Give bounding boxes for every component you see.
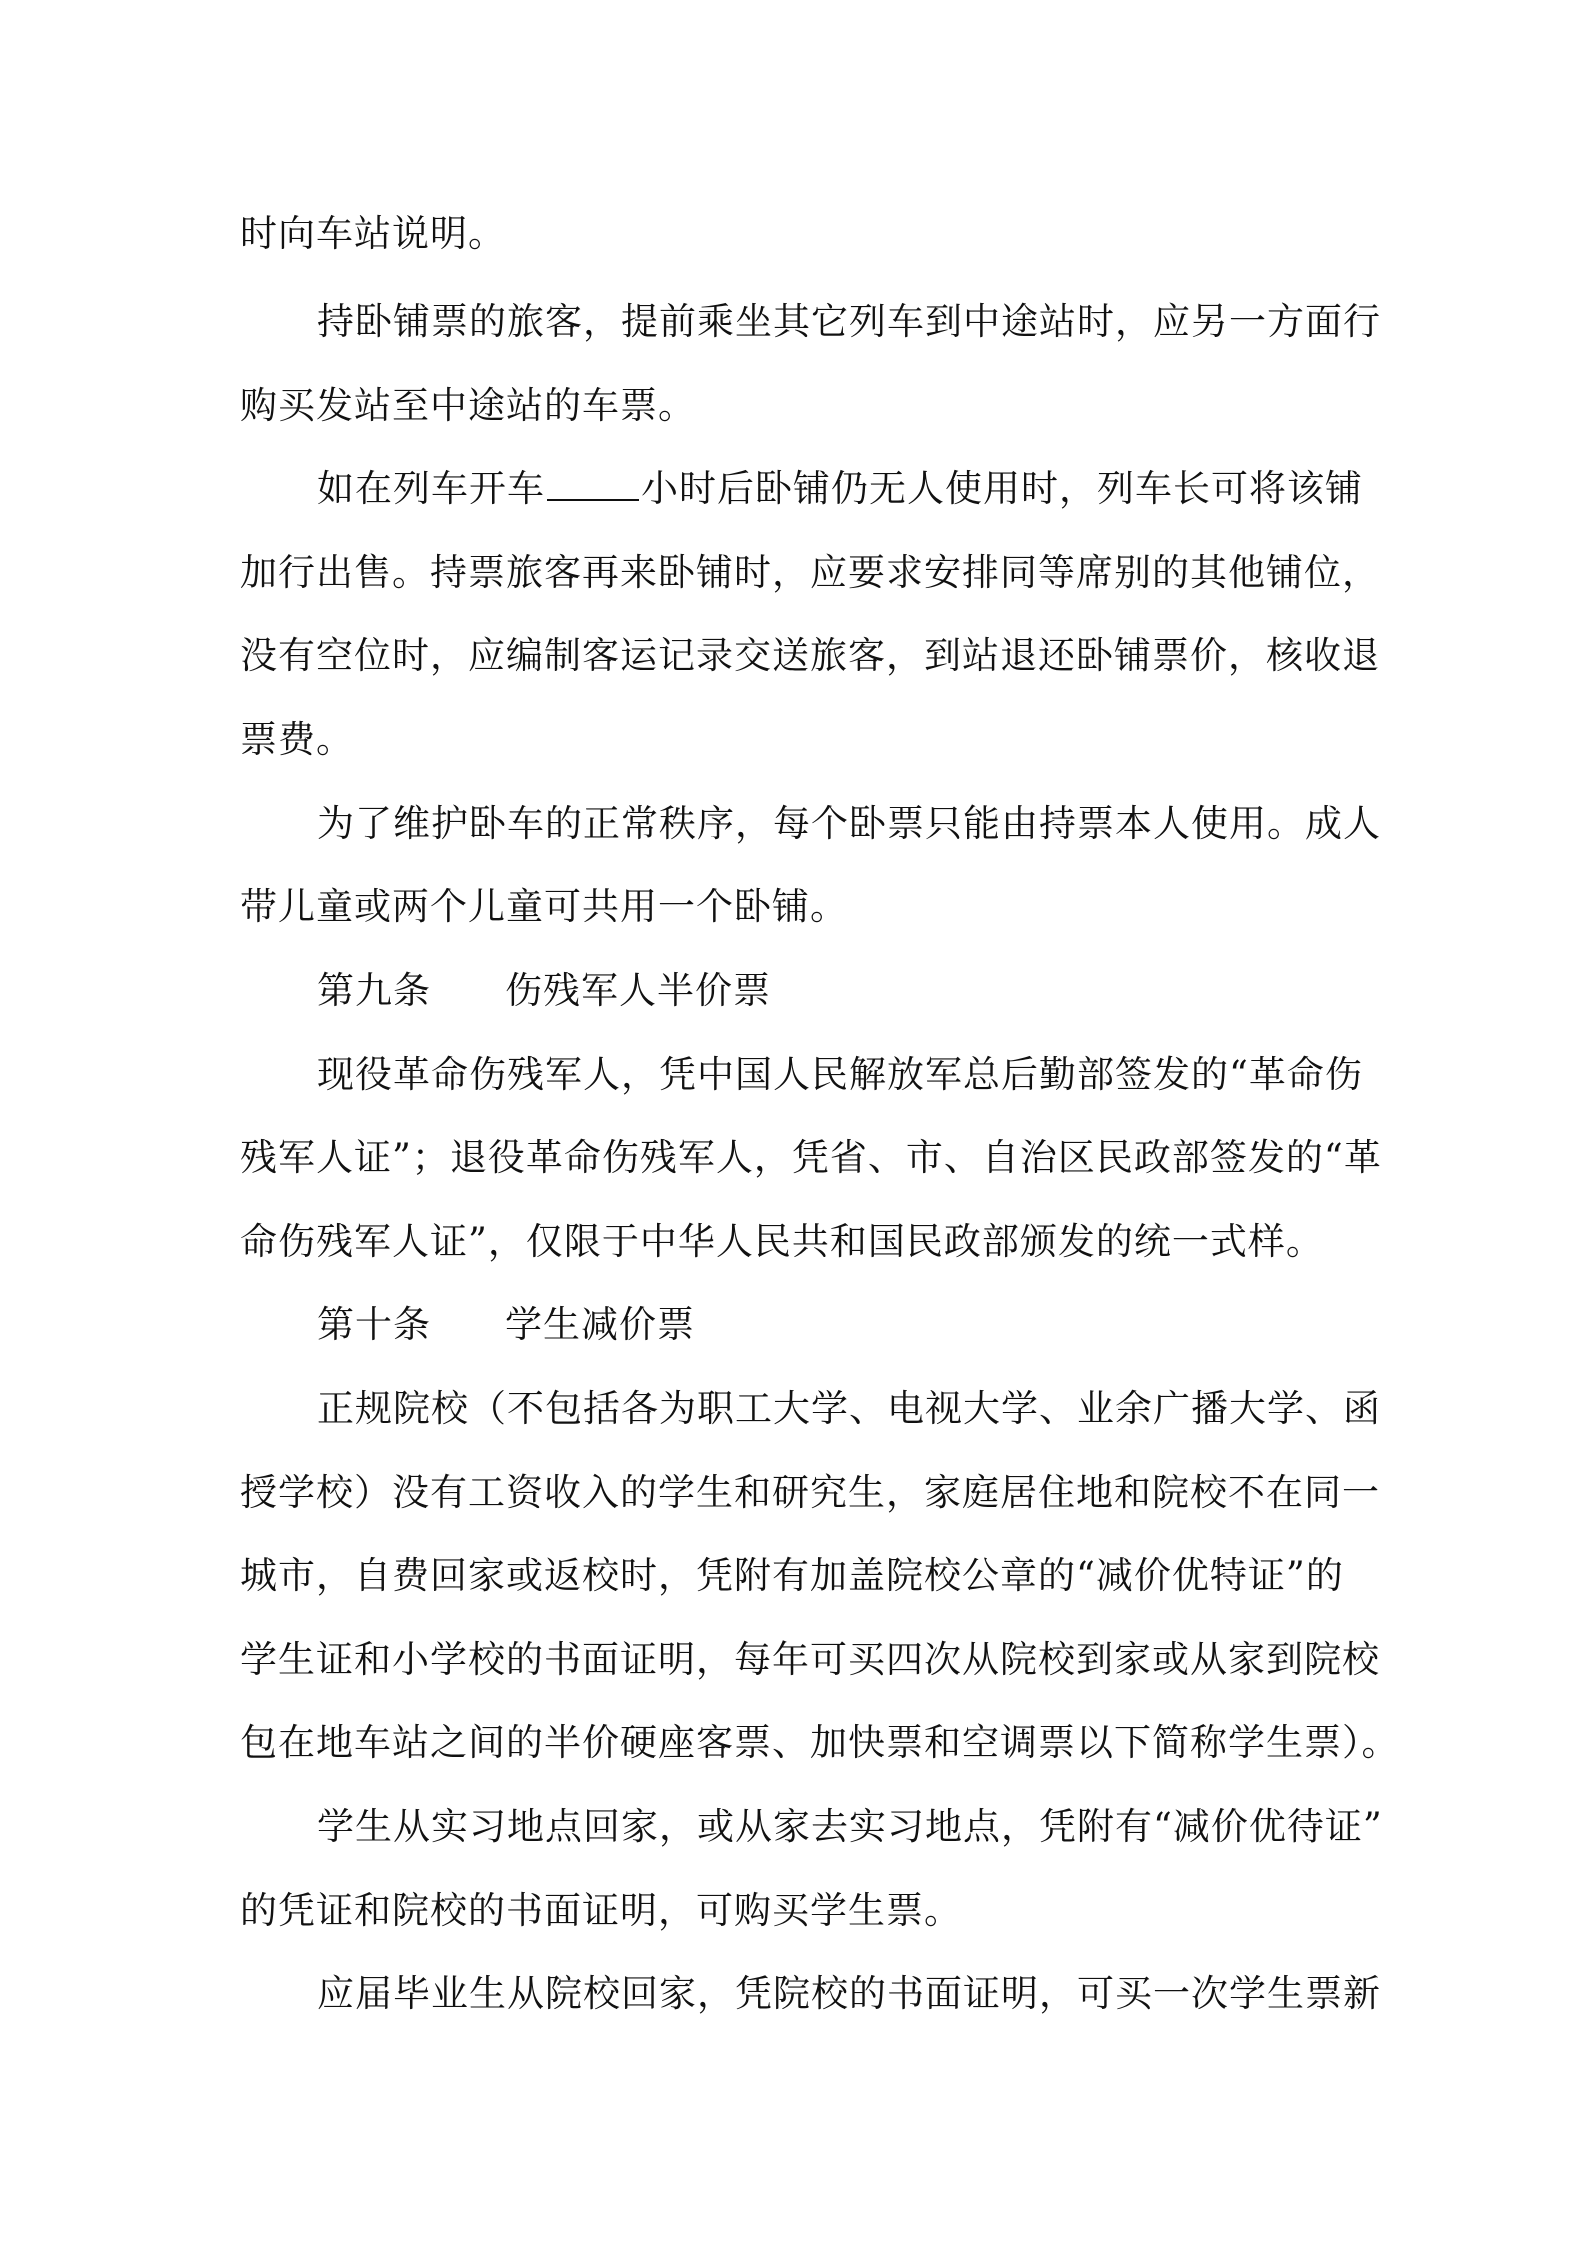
paragraph-line: 残军人证”；退役革命伤残军人，凭省、市、自治区民政部签发的“革 bbox=[240, 1136, 1382, 1179]
paragraph-line: 带儿童或两个儿童可共用一个卧铺。 bbox=[240, 885, 848, 928]
paragraph-line: 为了维护卧车的正常秩序，每个卧票只能由持票本人使用。成人 bbox=[317, 802, 1381, 845]
text-before-blank: 如在列车开车 bbox=[317, 467, 545, 510]
text-after-blank: 小时后卧铺仍无人使用时，列车长可将该铺 bbox=[641, 467, 1363, 510]
paragraph-line: 包在地车站之间的半价硬座客票、加快票和空调票以下简称学生票）。 bbox=[240, 1721, 1400, 1764]
article-title: 伤残军人半价票 bbox=[505, 969, 771, 1012]
paragraph-line: 持卧铺票的旅客，提前乘坐其它列车到中途站时，应另一方面行 bbox=[317, 300, 1381, 343]
paragraph-line: 票费。 bbox=[240, 718, 354, 761]
paragraph-line: 加行出售。持票旅客再来卧铺时，应要求安排同等席别的其他铺位， bbox=[240, 551, 1380, 594]
article-heading bbox=[317, 1301, 1360, 1349]
article-heading bbox=[317, 967, 1360, 1015]
paragraph-line: 学生从实习地点回家，或从家去实习地点，凭附有“减价优待证” bbox=[317, 1805, 1383, 1848]
paragraph-line: 命伤残军人证”，仅限于中华人民共和国民政部颁发的统一式样。 bbox=[240, 1220, 1324, 1263]
article-number: 第九条 bbox=[317, 969, 431, 1012]
paragraph-line-with-blank bbox=[317, 465, 1363, 513]
article-number: 第十条 bbox=[317, 1303, 431, 1346]
paragraph-line: 城市，自费回家或返校时，凭附有加盖院校公章的“减价优特证”的 bbox=[240, 1554, 1344, 1597]
fill-in-blank bbox=[547, 469, 639, 501]
paragraph-line: 应届毕业生从院校回家，凭院校的书面证明，可买一次学生票新 bbox=[317, 1972, 1381, 2015]
paragraph-line: 现役革命伤残军人，凭中国人民解放军总后勤部签发的“革命伤 bbox=[317, 1053, 1363, 1096]
paragraph-line: 时向车站说明。 bbox=[240, 212, 506, 255]
paragraph-line: 没有空位时，应编制客运记录交送旅客，到站退还卧铺票价，核收退 bbox=[240, 634, 1380, 677]
paragraph-line: 授学校）没有工资收入的学生和研究生，家庭居住地和院校不在同一 bbox=[240, 1471, 1380, 1514]
article-title: 学生减价票 bbox=[505, 1303, 695, 1346]
paragraph-line: 购买发站至中途站的车票。 bbox=[240, 384, 696, 427]
paragraph-line: 学生证和小学校的书面证明，每年可买四次从院校到家或从家到院校 bbox=[240, 1638, 1380, 1681]
paragraph-line: 的凭证和院校的书面证明，可购买学生票。 bbox=[240, 1889, 962, 1932]
paragraph-line: 正规院校（不包括各为职工大学、电视大学、业余广播大学、函 bbox=[317, 1387, 1381, 1430]
